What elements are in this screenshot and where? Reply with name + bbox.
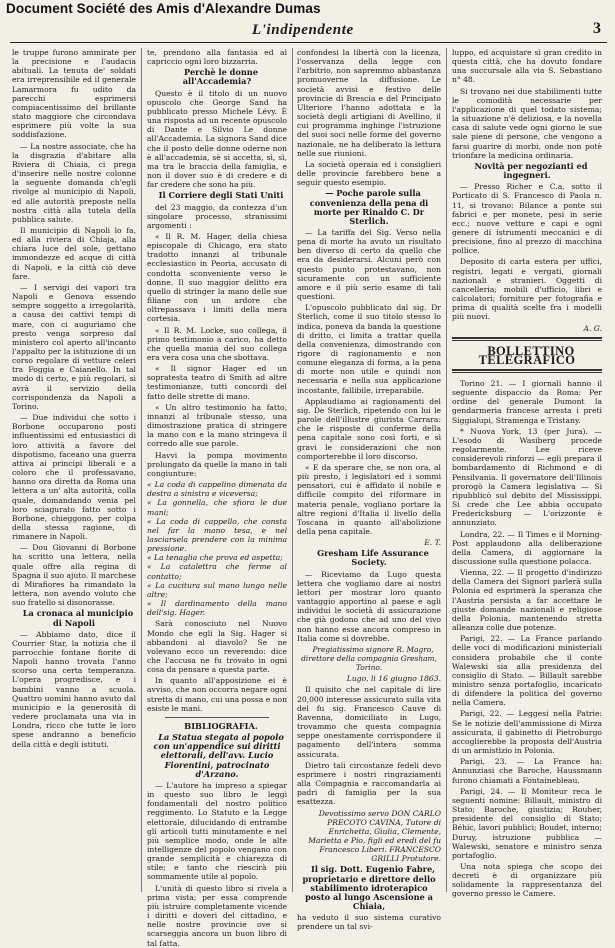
paragraph: « E da sperare che, se non ora, al più presto, i legislatori ed i sommi pensatori, cui è affidato il nobile e difficile compito del riformare in materia penale, vogliano portare la altre regioni d'Italia il livello della Toscana in quanto all'abolizione della pena capitale. <box>297 462 441 536</box>
paragraph: le truppe furono ammirate per la precisione e l'audacia abituali. La tenuta de' soldati era irreprensibile ed il generale Lamarmora fu udito da parecchi esprimersi compiacentissimo del brillante stato maggiore che circondava esprimere più volte la sua soddisfazione. <box>12 48 136 140</box>
paragraph: Dietro tali circostanze fedeli devo esprimere i nostri ringraziamenti alla Compagnia e raccomandarla ai padri di famiglia per la sua esattezza. <box>297 760 441 807</box>
paragraph: — I servigi dei vapori tra Napoli e Genova essendo sempre soggetto a irregolarità, a causa dei cattivi tempi di mare, con ci auguriamo che presto venga sorpreso dal ministero col aperto all'incanto l'appalto per la istituzione di un corso regolare di vetture celeri tra Foggia e Caianello. In tal modo di certo, e più regolari, si avrà il servizio della corrispondenza da Napoli a Torino. <box>12 282 136 411</box>
paragraph: « Il R. M. Hager, della chiesa episcopale di Chicago, era stato tradotto innanzi al tribunale ecclesiastico in Peoria, accusato di condotta sconveniente verso le donne. Il suo maggior delitto era quello di stringer la mano delle sue filiane con un ardore che oltrepassava i limiti della mera cortesia. <box>147 231 287 324</box>
paragraph: Il quisito che nel capitale di lire 20,000 interesse assicurato sulla vita del fu sig. Francesco Cauve di Ravenna, domiciliato in Lugo, trovammo che questa compagnia seppe onestamente corrispondere il pagamento dell'intera somma assicurata. <box>297 685 441 759</box>
paragraph: Deposito di carta estera per uffici, registri, legati e vergati, giornali nazionali e stranieri. Oggetti di cancelleria; mobili d'ufficio, libri e calcolatori; forniture per fotografia e prima di qualità scelte fra i modelli più nuovi. <box>452 257 602 322</box>
signature: A. G. <box>583 323 602 333</box>
paragraph: Questo è il titolo di un nuovo opuscolo che George Sand ha pubblicato presso Michele Lévy. È una risposta ad un recente opuscolo di Dante e Silvio Le donne all'Accademia. La signora Sand dice che il posto delle donne oderne non è all'accademia, sè si accetta, sì, sì, ma tra le braccia della famiglia, e non il dover suo è di credere e di far credere che sono ha più. <box>147 88 287 190</box>
section-divider <box>452 369 602 373</box>
telegram: Vienna, 22. — Il progetto d'indirizzo della Camera dei Signori parlerà sulla Polonia ed esprimerà la speranza che l'Austria persista a far accettare le giuste domande nazionali e religiose della Polonia, mantenendo stretta alleanza colle due potenze. <box>452 568 602 633</box>
paragraph: L'opuscolo pubblicato dal sig. Dr Sterlich, come il suo titolo stesso lo indica, poneva da banda la questione di dritto, ci limita a trattar quella della convenienza, dimostrando con rigore di ragionamento e non comune eleganza di forma, a la pena di morte non utile e quindi non necessaria e nella sua applicazione incostante, fallibile, irreparabile. <box>297 303 441 395</box>
telegram: Parigi, 24. — Il Moniteur reca le seguenti nomine: Billault, ministro di Stato; Baroche, giustizia; Rouher, presidente del consiglio di Stato; Béhic, lavori pubblici; Boudet, interno; Duruy, istruzione pubblica — Walewski, senatore e ministro senza portafoglio. <box>452 786 602 860</box>
column-divider <box>141 48 142 892</box>
paragraph: « Il R. M. Locke, suo collega, il primo testimonio a carico, ha detto che quella mania del suo collega era vera cosa una che sbottava. <box>147 325 287 362</box>
paragraph: — Abbiamo dato, dice il Courrier Star, la notizia che il parrocchie fontane fiorite di Napoli hanno trovata l'anno scorso una certa temperanza. L'opera progredisce, e i bambini vanno a scuola. Quattro uomini hanno avuto dal municipio e la generosità di vedere proclamata una via in Londra, ricco che tutte le loro spese andranno a beneficio della città e degli istituti. <box>12 629 136 749</box>
section-heading: La cronaca al municipio di Napoli <box>22 608 134 628</box>
signature: E. T. <box>424 538 441 548</box>
telegram: Parigi, 23. — La France ha: Annunziasi che Baroche, Haussmann furono chiamati a Fontainebleau. <box>452 757 602 785</box>
paragraph: — La tariffa del Sig. Verso nella pena di morte ha avuto un risultato ben diverso di certo da quello che era da desiderarsi. Alcuni però con questo punto protestavano, non sicuramente con un sufficiente amore e il più serio esame di tali questioni. <box>297 227 441 302</box>
section-heading: Gresham Life Assurance Society. <box>317 548 429 568</box>
signature: Devotissimo servo DON CARLO PRECOTO CAVINA, Tutore di Enrichetta, Giulia, Clemente, Marietta e Pio, figli ed eredi del fu Francesco Liberi. FRANCESCO GRILLI Protutore. <box>308 808 441 864</box>
paragraph: « Il signor Hager ed un sopratesta teatro di Smith ad altre testimonianze, tutti concordi del fatto delle strette di mano. <box>147 364 287 401</box>
paragraph: — Riceviamo da Lugo questa lettera che vogliamo dare ai nostri lettori per mostrar loro quanto vantaggio apportino al paese e agli individui le società di assicurazione che già godono che ad uno del vivo non hanno esse ancora compreso in Italia come si dovrebbe. <box>297 569 441 643</box>
telegram: Parigi, 22. — Leggesi nella Patrie: Se le notizie dell'ammissione di Mirza assicurata, il gabinetto di Pietroburgo accoglierebbe la proposta dell'Austria di un armistizio in Polonia. <box>452 709 602 756</box>
paragraph: Il municipio di Napoli lo fa, ed alla riviera di Chiaja, alla chiara luce del sole, gettano immondezze ed acque di città di Napoli, e la città ciò deve fare. <box>12 225 136 281</box>
section-heading: — Poche parole sulla convenienza della pena di morte per Rinaldo C. Dr Sterlich. <box>309 188 429 226</box>
column-2 <box>147 48 287 948</box>
paragraph: — Presso Richer e C.a, sotto il Porticato di S. Francesco di Paola n. 11, si trovano: Bilance a ponte sui fabrici e per monete, pesi in serie ecc.; nuove vetture e capi e ogni genere di istrumenti meccanici e di precisione, fino al prezzo di macchina pollice. <box>452 182 602 256</box>
column-1 <box>12 48 136 894</box>
column-divider <box>446 48 447 892</box>
paragraph: confondesi la libertà con la licenza, l'osservanza della legge con l'arbitrio, non sapremmo abbastanza promuoverne la diffusione. Le società avvisi e festivo delle provincie di Brescia e del Principato Ulteriore l'hanno adottata e la società degli artigiani di Avellino, il cui programma inghinge l'istruzione del suoi soci nelle forme del governo nazionale, ne ha deliberato la lettura nelle sue riunioni. <box>297 48 441 158</box>
paragraph: Applaudiamo ai ragionamenti del sig. De Sterlich, ripetendo con lui le parole dell'illustre giurista Carrara: che le risposte di conferme della pena capitale sono così forti, e sì gravi le considerazioni che non comporterebbe il loro discorso. <box>297 396 441 461</box>
column-3 <box>297 48 441 932</box>
section-divider <box>165 717 269 718</box>
list-block: « La coda di cappelino dimenata da destra a sinistra e viceversa; « La gonnella, che sfiora le due mani; « La coda di cappello, che consta nel far la mano tesa, e nel lasciarsela prendere con la minima pressione. « La tenaglia che prova ed aspetta; « La catalettra che ferme al contatto; « La cucitura sul mano lungo nelle altre; « Il dardinamento della mano dell'sig. Hager. <box>147 480 287 618</box>
paragraph: Si trovano nei due stabilimenti tutte le comodità necessarie per l'applicazione di quel todato sistema; la situazione n'è deliziosa, e la novella casa di salute vede ogni giorno le sue sale piene di persone, che vengono a farsi guarire di morbi, onde non potè trionfare la medicina ordinaria. <box>452 86 602 160</box>
paragraph: — Dou Giovanni di Borbone ha scritto una lettera, nella quale offre alla regina di Spagna il suo ajuto. Il marchese di Mirafiores ha rimandato la lettera, non avendo voluto che suo fratello si disonorasse. <box>12 543 136 608</box>
section-heading: Il Corriere degli Stati Uniti <box>158 190 284 201</box>
section-heading: Perchè le donne all'Accademia? <box>182 67 258 87</box>
section-divider <box>452 337 602 341</box>
telegram: Parigi, 22. — La France parlando delle voci di modificazioni ministeriali considera probabile che il conte Walewski sia alla presidenza del consiglio di Stato. — Billault sarebbe ministro senza portafoglio, incaricato di difendere la politica del governo nella Camera. <box>452 634 602 708</box>
letter-date: Lugo, li 16 giugno 1863. <box>346 674 441 684</box>
paragraph: luppo, ed acquistare sì gran credito in questa città, che ha dovuto fondare una succursale alla via S. Sebastiano n° 48. <box>452 48 602 85</box>
book-title: La Statua stegata al popolo con un'appendice sui diritti elettorali, dell'avv. Lucio Fiorentini, patrocinato d'Arzano. <box>153 732 284 779</box>
telegram: Una nota spiega che scopo dei decreti è di organizzare più solidamente la rappresentanza del governo presso le Camere. <box>452 861 602 899</box>
paragraph: del 23 maggio, da contezza d'un singolare processo, stranissimi argomenti : <box>147 202 287 230</box>
paragraph: « Un altro testimonio ha fatto, innanzi al tribunale stesso, una dimostrazione pratica di stringere la mano con e la mano stringeva il corredo alle sue parole. <box>147 402 287 449</box>
section-heading: BIBLIOGRAFIA. <box>184 720 258 731</box>
paragraph: Sarà conosciuto nel Nuovo Mondo che egli la Sig. Hager si abbandoni al diavolo? Se ne volevano ecco un reverendo: dice che l'accusa ne fu trovato in ogni cosa da pensare a questa parte. <box>147 619 287 675</box>
paragraph: La società operaia ed i consiglieri delle provincie farebbero bene a seguir questo esempio. <box>297 159 441 188</box>
letter-address: Pregiatissimo signore R. Magro, direttore della compagnia Gresham, Torino. <box>301 644 437 673</box>
header-rule <box>10 42 607 43</box>
telegram: * Nuova York, 13 (per Jura). — L'esodo di Wasiberg procede regolarmente. Lee riceve considerevoli rinforzi — egli prepara il bombardamento di Richmond e di Pensilvania. Il governatore dell'Illinois prorogò la Camera legislativa — Si ripubblicò sul debito del Mississippi. Si crede che Lee abbia occupato Fredericksburg — L'orizzonte è annunziato. <box>452 426 602 528</box>
bulletin-title: BOLLETTINO TELEGRAFICO <box>478 343 576 367</box>
page-number: 3 <box>593 20 601 37</box>
paragraph: — Due individui che sotto i Borbone occuparono posti influentissimi ed entusiastici di loro attività a favore del dispotismo, faceano una guerra attiva ai principi liberali e a coloro che il professavano, hanno ora diretta da Roma una lettera a un' alta autorità, colla quale, domandando venia pel loro sciagurato fatto sotto i Borbone, chieggono, per colpa della stessa ragione, di rimanere in Napoli. <box>12 413 136 542</box>
archive-banner: Document Société des Amis d'Alexandre Dumas <box>6 1 321 16</box>
paragraph: In quanto all'apposizione ei è avviso, che non occorra negare ogni stretta di mano, cui una possa e non esiste le mani. <box>147 676 287 713</box>
column-4 <box>452 48 602 899</box>
paragraph: — La nostre associate, che ha la disgrazia d'abitare alla Riviera di Chiaia, ci prega d'inserire nelle nostre colonne la seguente domanda ch'egli rivolge al municipio di Napoli, ed alle autorità preposte nella nostra città alla tutela della pubblica salute. <box>12 141 136 224</box>
section-heading: Il sig. Dott. Eugenio Fabre, proprietario e direttore dello stabilimento idroterapico posto al lungo Ascensione a Chiaia, <box>302 864 436 912</box>
section-heading: Novità per negozianti ed ingegneri. <box>474 160 588 181</box>
newspaper-masthead: L'indipendente <box>252 22 354 38</box>
paragraph: L'unità di questo libro si rivela a prima vista; per essa comprende più istruire completamente vicende i diritti e doveri del cittadino, e nelle nostre provincie ove si scarseggia ancora un buon libro di tal fatta. <box>147 883 287 948</box>
paragraph: Havvi la pompa movimento prolungato da quelle la mano in tali congiunture: <box>147 450 287 478</box>
telegram: Torino 21. — I giornali hanno il seguente dispaccio da Roma: Per ordine del generale Dumont la gendarmeria francese arresta i preti Siggialupi, Stramenga e Tristany. <box>452 379 602 425</box>
telegram: Londra, 22. — Il Times e il Morning-Post applaudono alla deliberazione della Camera, di aggiornare la discussione sulla questione polacca. <box>452 529 602 566</box>
paragraph: — L'autore ha impreso a spiegar in questo suo libro le leggi fondamentali del nostro politico reggimento. Lo Statuto e la Legge elettorale, dilucidando di entrambe gli articoli tutti minutamente e nel più semplice modo, onde le alte intelligenze del popolo vengano con grande semplicità e chiarezza di stile; e tanto che riescirà più sommamente utile al popolo. <box>147 780 287 882</box>
paragraph: ha veduto il suo sistema curativo prendere un tal svi- <box>297 913 441 932</box>
column-divider <box>292 48 293 892</box>
paragraph: te, prendono alla fantasia ed al capriccio ogni loro bizzarria. <box>147 48 287 67</box>
